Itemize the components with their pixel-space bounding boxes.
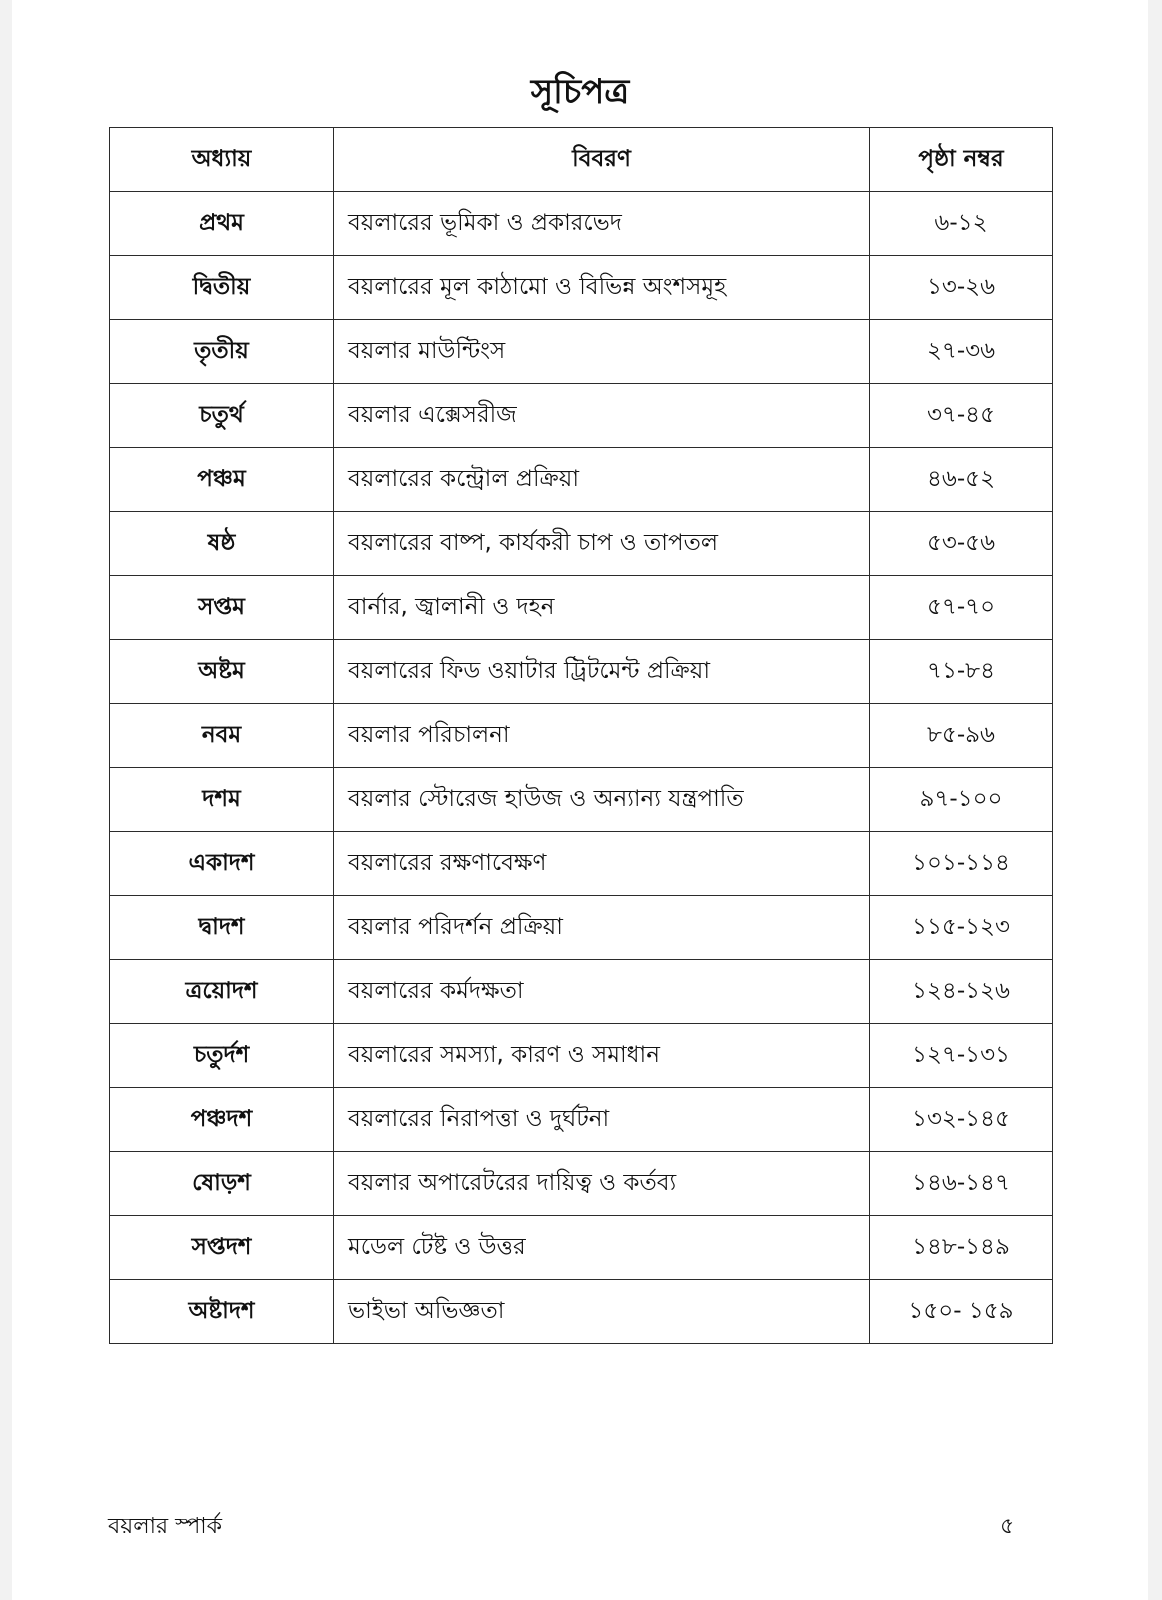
table-row (110, 512, 1053, 576)
table-body (110, 192, 1053, 1344)
description-cell: বয়লারের সমস্যা, কারণ ও সমাধান (334, 1024, 870, 1088)
pages-cell: ৩৭-৪৫ (870, 384, 1053, 448)
pages-cell: ৭১-৮৪ (870, 640, 1053, 704)
description-cell: বয়লারের ভূমিকা ও প্রকারভেদ (334, 192, 870, 256)
chapter-cell: প্রথম (110, 192, 334, 256)
table-row (110, 448, 1053, 512)
table-row (110, 384, 1053, 448)
description-cell: বয়লারের নিরাপত্তা ও দুর্ঘটনা (334, 1088, 870, 1152)
chapter-cell: চতুর্দশ (110, 1024, 334, 1088)
description-cell: বয়লারের কন্ট্রোল প্রক্রিয়া (334, 448, 870, 512)
description-cell: বয়লার স্টোরেজ হাউজ ও অন্যান্য যন্ত্রপাতি (334, 768, 870, 832)
description-cell: বয়লারের কর্মদক্ষতা (334, 960, 870, 1024)
chapter-cell: অষ্টাদশ (110, 1280, 334, 1344)
chapter-cell: পঞ্চদশ (110, 1088, 334, 1152)
pages-cell: ১৫০- ১৫৯ (870, 1280, 1053, 1344)
chapter-cell: দশম (110, 768, 334, 832)
description-cell: বয়লার মাউন্টিংস (334, 320, 870, 384)
pages-cell: ১২৪-১২৬ (870, 960, 1053, 1024)
pages-cell: ৮৫-৯৬ (870, 704, 1053, 768)
chapter-cell: সপ্তদশ (110, 1216, 334, 1280)
chapter-cell: পঞ্চম (110, 448, 334, 512)
chapter-cell: ষষ্ঠ (110, 512, 334, 576)
pages-cell: ৬-১২ (870, 192, 1053, 256)
chapter-cell: দ্বিতীয় (110, 256, 334, 320)
table-row (110, 768, 1053, 832)
chapter-cell: ষোড়শ (110, 1152, 334, 1216)
table-row (110, 192, 1053, 256)
pages-cell: ১৩২-১৪৫ (870, 1088, 1053, 1152)
pages-cell: ১৪৮-১৪৯ (870, 1216, 1053, 1280)
pages-cell: ১৩-২৬ (870, 256, 1053, 320)
chapter-cell: তৃতীয় (110, 320, 334, 384)
description-cell: বয়লারের রক্ষণাবেক্ষণ (334, 832, 870, 896)
footer-book-title: বয়লার স্পার্ক (108, 1514, 223, 1539)
description-cell: বয়লার পরিদর্শন প্রক্রিয়া (334, 896, 870, 960)
description-cell: বার্নার, জ্বালানী ও দহন (334, 576, 870, 640)
description-cell: বয়লার অপারেটরের দায়িত্ব ও কর্তব্য (334, 1152, 870, 1216)
table-header-row (110, 128, 1053, 192)
description-cell: বয়লারের মূল কাঠামো ও বিভিন্ন অংশসমূহ (334, 256, 870, 320)
column-header-pages: পৃষ্ঠা নম্বর (870, 128, 1053, 192)
table-row (110, 320, 1053, 384)
table-row (110, 576, 1053, 640)
chapter-cell: ত্রয়োদশ (110, 960, 334, 1024)
column-header-chapter: অধ্যায় (110, 128, 334, 192)
table-row (110, 832, 1053, 896)
chapter-cell: একাদশ (110, 832, 334, 896)
chapter-cell: অষ্টম (110, 640, 334, 704)
pages-cell: ১২৭-১৩১ (870, 1024, 1053, 1088)
table-row (110, 1216, 1053, 1280)
description-cell: বয়লারের ফিড ওয়াটার ট্রিটমেন্ট প্রক্রিয়া (334, 640, 870, 704)
pages-cell: ৫৩-৫৬ (870, 512, 1053, 576)
pages-cell: ৫৭-৭০ (870, 576, 1053, 640)
pages-cell: ২৭-৩৬ (870, 320, 1053, 384)
table-row (110, 1152, 1053, 1216)
page-title: সূচিপত্র (530, 72, 630, 112)
table-row (110, 960, 1053, 1024)
description-cell: বয়লার এক্সেসরীজ (334, 384, 870, 448)
pages-cell: ১১৫-১২৩ (870, 896, 1053, 960)
description-cell: বয়লার পরিচালনা (334, 704, 870, 768)
description-cell: বয়লারের বাষ্প, কার্যকরী চাপ ও তাপতল (334, 512, 870, 576)
table-row (110, 640, 1053, 704)
chapter-cell: দ্বাদশ (110, 896, 334, 960)
chapter-cell: নবম (110, 704, 334, 768)
description-cell: মডেল টেষ্ট ও উত্তর (334, 1216, 870, 1280)
pages-cell: ৯৭-১০০ (870, 768, 1053, 832)
table-row (110, 256, 1053, 320)
column-header-description: বিবরণ (334, 128, 870, 192)
table-row (110, 1024, 1053, 1088)
pages-cell: ১৪৬-১৪৭ (870, 1152, 1053, 1216)
pages-cell: ৪৬-৫২ (870, 448, 1053, 512)
table-row (110, 896, 1053, 960)
description-cell: ভাইভা অভিজ্ঞতা (334, 1280, 870, 1344)
chapter-cell: চতুর্থ (110, 384, 334, 448)
table-row (110, 704, 1053, 768)
table-row (110, 1088, 1053, 1152)
chapter-cell: সপ্তম (110, 576, 334, 640)
table-of-contents (109, 127, 1053, 1344)
document-page (12, 0, 1148, 1600)
table-row (110, 1280, 1053, 1344)
footer-page-number: ৫ (1000, 1514, 1015, 1539)
pages-cell: ১০১-১১৪ (870, 832, 1053, 896)
